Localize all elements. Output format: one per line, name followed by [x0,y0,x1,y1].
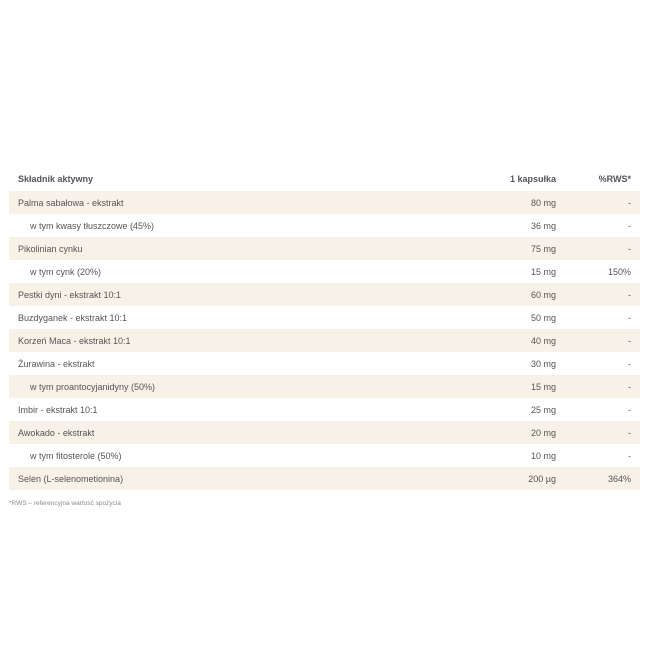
ingredient-amount: 30 mg [530,358,556,369]
ingredient-rws: - [628,289,631,300]
table-row [9,306,640,329]
table-row [9,467,640,490]
ingredient-amount: 75 mg [530,243,556,254]
ingredient-name: Palma sabałowa - ekstrakt [18,197,124,208]
ingredient-amount: 10 mg [530,450,556,461]
ingredient-name: Żurawina - ekstrakt [18,358,95,369]
table-row [9,214,640,237]
ingredient-amount: 50 mg [530,312,556,323]
table-body [9,191,640,490]
header-ingredient: Składnik aktywny [18,174,94,184]
ingredient-amount: 36 mg [530,220,556,231]
ingredient-rws: - [628,197,631,208]
header-amount: 1 kapsułka [509,174,556,184]
table-row [9,375,640,398]
header-rws: %RWS* [598,174,631,184]
table-row [9,260,640,283]
ingredient-name: Awokado - ekstrakt [18,427,95,438]
table-row [9,421,640,444]
ingredient-rws: - [628,427,631,438]
ingredient-amount: 200 µg [528,473,556,484]
table-row [9,283,640,306]
ingredient-amount: 40 mg [530,335,556,346]
ingredient-name: w tym kwasy tłuszczowe (45%) [30,220,155,231]
ingredient-name: w tym fitosterole (50%) [30,450,122,461]
table-row [9,329,640,352]
footnote: *RWS – referencyjna wartość spożycia [9,500,121,507]
table-row [9,398,640,421]
ingredient-rws: - [628,220,631,231]
table-row [9,191,640,214]
table-row [9,237,640,260]
ingredient-name: w tym cynk (20%) [30,266,102,277]
ingredient-rws: - [628,450,631,461]
ingredient-amount: 15 mg [530,266,556,277]
ingredient-name: Buzdyganek - ekstrakt 10:1 [18,312,128,323]
ingredient-amount: 15 mg [530,381,556,392]
ingredient-amount: 60 mg [530,289,556,300]
ingredient-rws: - [628,404,631,415]
ingredient-amount: 25 mg [530,404,556,415]
ingredient-rws: - [628,312,631,323]
ingredient-rws: 150% [607,266,631,277]
ingredient-rws: - [628,358,631,369]
ingredient-rws: - [628,335,631,346]
ingredient-rws: - [628,243,631,254]
ingredient-name: Selen (L-selenometionina) [18,473,124,484]
table-row [9,444,640,467]
ingredient-name: w tym proantocyjanidyny (50%) [30,381,156,392]
ingredient-amount: 20 mg [530,427,556,438]
ingredient-name: Pikolinian cynku [18,243,83,254]
nutrition-table-container [9,167,640,490]
ingredient-amount: 80 mg [530,197,556,208]
nutrition-table [9,167,640,490]
ingredient-rws: - [628,381,631,392]
ingredient-name: Korzeń Maca - ekstrakt 10:1 [18,335,131,346]
ingredient-name: Imbir - ekstrakt 10:1 [18,404,98,415]
ingredient-name: Pestki dyni - ekstrakt 10:1 [18,289,122,300]
table-header-row [9,167,640,191]
ingredient-rws: 364% [607,473,631,484]
table-row [9,352,640,375]
